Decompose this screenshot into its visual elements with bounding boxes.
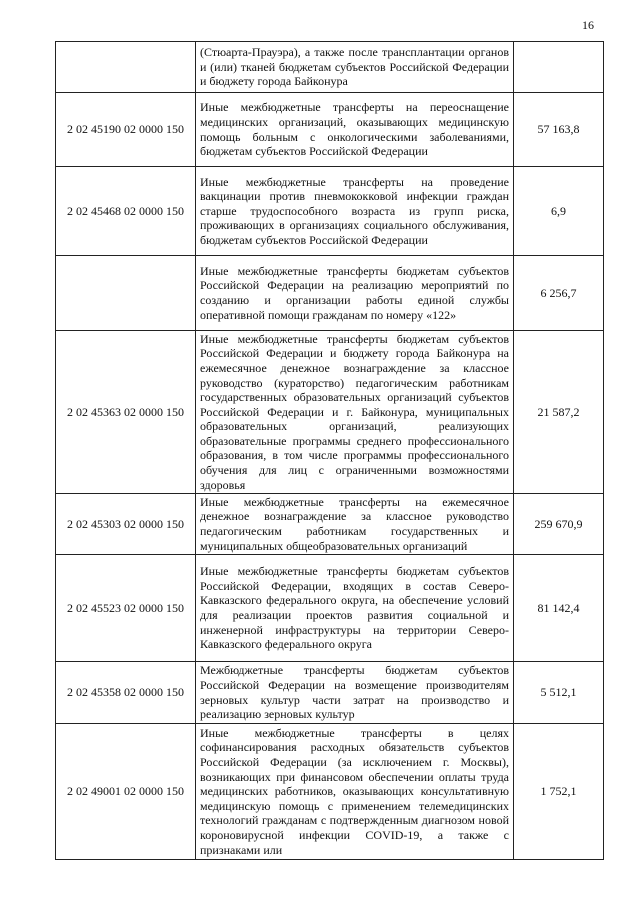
transfer-description: Иные межбюджетные трансферты в целях софинансирования расходных обязательств субъектов Российской Федерации (за исключением г. Москвы), возникающих при финансовом обеспечении оплаты труда медицинских работников, оказывающих консультативную медицинскую помощь с применением телемедицинских технологий гражданам с подтвержденным диагнозом новой короновирусной инфекции COVID-19, а также с признаками или xyxy=(196,724,514,860)
budget-code: 2 02 45190 02 0000 150 xyxy=(56,93,196,167)
transfer-amount: 57 163,8 xyxy=(514,93,604,167)
budget-code: 2 02 45363 02 0000 150 xyxy=(56,331,196,494)
budget-code: 2 02 49001 02 0000 150 xyxy=(56,724,196,860)
table-row xyxy=(56,494,604,555)
table-row xyxy=(56,256,604,331)
transfer-description: Иные межбюджетные трансферты на проведение вакцинации против пневмококковой инфекции граждан старше трудоспособного возраста из групп риска, проживающих в организациях социального обслуживания, бюджетам субъектов Российской Федерации xyxy=(196,167,514,256)
transfer-amount: 5 512,1 xyxy=(514,662,604,724)
transfer-amount: 1 752,1 xyxy=(514,724,604,860)
transfer-description: Межбюджетные трансферты бюджетам субъектов Российской Федерации на возмещение производителям зерновых культур части затрат на производство и реализацию зерновых культур xyxy=(196,662,514,724)
budget-code: 2 02 45468 02 0000 150 xyxy=(56,167,196,256)
budget-code: 2 02 45523 02 0000 150 xyxy=(56,555,196,662)
transfer-description: Иные межбюджетные трансферты на переоснащение медицинских организаций, оказывающих медицинскую помощь больным с онкологическими заболеваниями, бюджетам субъектов Российской Федерации xyxy=(196,93,514,167)
budget-table xyxy=(55,41,604,860)
transfer-description: Иные межбюджетные трансферты на ежемесячное денежное вознаграждение за классное руководство педагогическим работникам государственных и муниципальных общеобразовательных организаций xyxy=(196,494,514,555)
budget-code: 2 02 45303 02 0000 150 xyxy=(56,494,196,555)
transfer-description: Иные межбюджетные трансферты бюджетам субъектов Российской Федерации, входящих в состав Северо-Кавказского федерального округа, на обеспечение условий для реализации проектов развития социальной и инженерной инфраструктуры на территории Северо-Кавказского федерального округа xyxy=(196,555,514,662)
transfer-amount: 259 670,9 xyxy=(514,494,604,555)
budget-code xyxy=(56,42,196,93)
table-row xyxy=(56,93,604,167)
transfer-description: (Стюарта-Прауэра), а также после трансплантации органов и (или) тканей бюджетам субъектов Российской Федерации и бюджету города Байконура xyxy=(196,42,514,93)
transfer-amount: 6 256,7 xyxy=(514,256,604,331)
page-number: 16 xyxy=(582,18,594,32)
transfer-description: Иные межбюджетные трансферты бюджетам субъектов Российской Федерации на реализацию мероприятий по созданию и организации работы единой службы оперативной помощи гражданам по номеру «122» xyxy=(196,256,514,331)
table-row xyxy=(56,555,604,662)
table-row xyxy=(56,662,604,724)
table-row xyxy=(56,42,604,93)
table-row xyxy=(56,724,604,860)
transfer-amount: 6,9 xyxy=(514,167,604,256)
transfer-amount: 21 587,2 xyxy=(514,331,604,494)
transfer-description: Иные межбюджетные трансферты бюджетам субъектов Российской Федерации и бюджету города Байконура на ежемесячное денежное вознаграждение за классное руководство (кураторство) педагогическим работникам государственных образовательных организаций субъектов Российской Федерации и г. Байконура, муниципальных образовательных организаций, реализующих образовательные программы среднего профессионального образования, в том числе программы профессионального обучения для лиц с ограниченными возможностями здоровья xyxy=(196,331,514,494)
transfer-amount xyxy=(514,42,604,93)
transfer-amount: 81 142,4 xyxy=(514,555,604,662)
budget-code: 2 02 45358 02 0000 150 xyxy=(56,662,196,724)
table-row xyxy=(56,167,604,256)
budget-code xyxy=(56,256,196,331)
table-row xyxy=(56,331,604,494)
